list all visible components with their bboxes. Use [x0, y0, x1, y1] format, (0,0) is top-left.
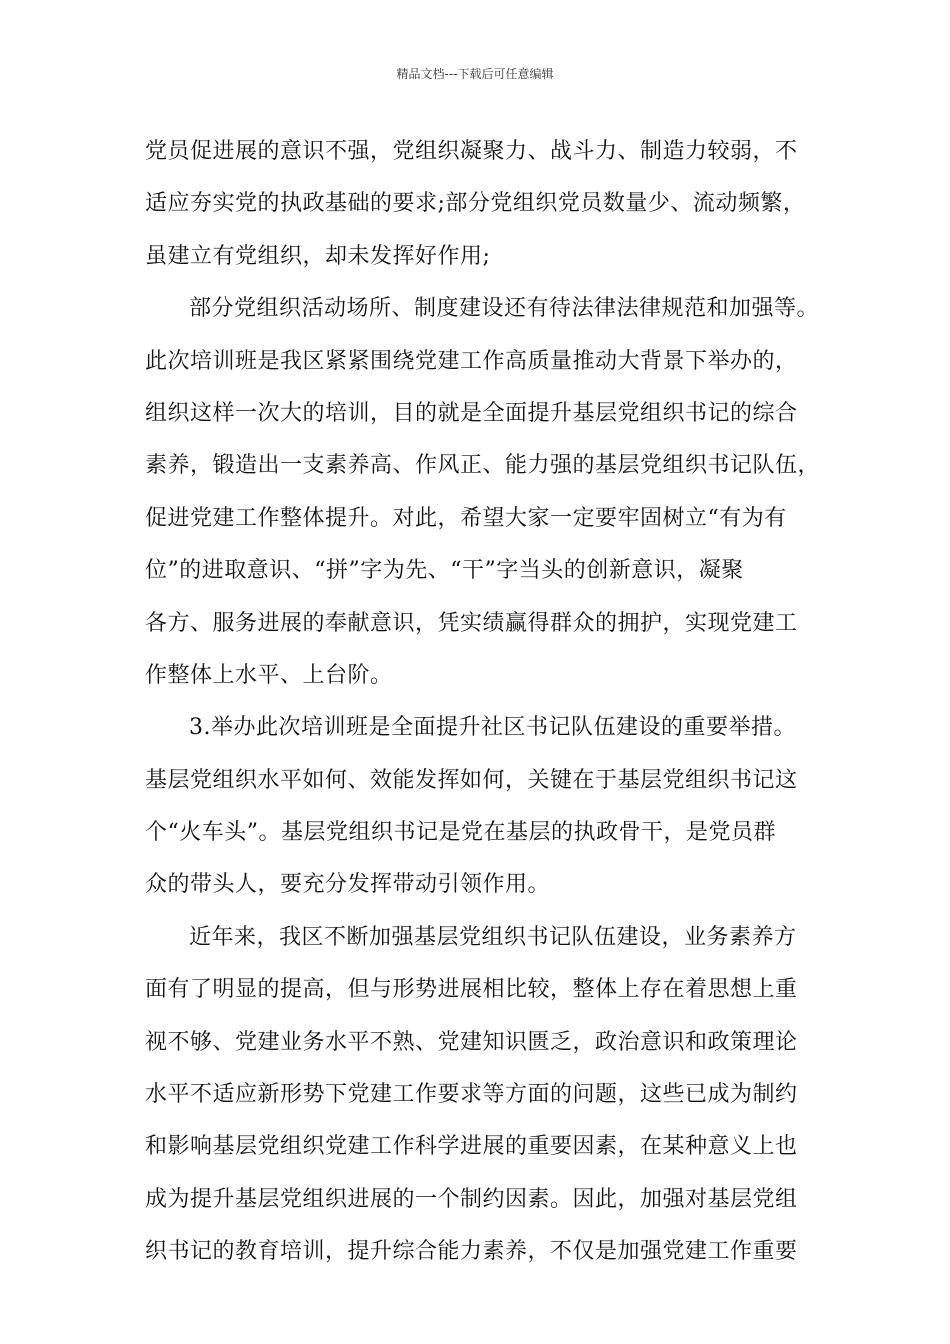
- text-line: 和影响基层党组织党建工作科学进展的重要因素，在某种意义上也: [145, 1134, 798, 1160]
- text-line: 素养，锻造出一支素养高、作风正、能力强的基层党组织书记队伍，: [145, 453, 821, 479]
- page-header: 精品文档---下载后可任意编辑: [396, 67, 554, 81]
- text-line: 个“火车头”。基层党组织书记是党在基层的执政骨干，是党员群: [145, 820, 776, 846]
- text-line: 面有了明显的提高，但与形势进展相比较，整体上存在着思想上重: [145, 977, 798, 1003]
- text-line: 众的带头人，要充分发挥带动引领作用。: [145, 872, 551, 898]
- document-body: [145, 126, 821, 1279]
- text-line: 3.举办此次培训班是全面提升社区书记队伍建设的重要举措。: [189, 715, 796, 741]
- text-line: 党员促进展的意识不强，党组织凝聚力、战斗力、制造力较弱，不: [145, 139, 798, 164]
- text-line: 成为提升基层党组织进展的一个制约因素。因此，加强对基层党组: [145, 1186, 798, 1212]
- text-line: 位”的进取意识、“拼”字为先、“干”字当头的创新意识，凝聚: [145, 558, 744, 584]
- text-line: 虽建立有党组织，却未发挥好作用;: [145, 243, 491, 269]
- text-line: 促进党建工作整体提升。对此，希望大家一定要牢固树立“有为有: [145, 505, 787, 531]
- text-line: 各方、服务进展的奉献意识，凭实绩赢得群众的拥护，实现党建工: [145, 610, 798, 636]
- text-line: 水平不适应新形势下党建工作要求等方面的问题，这些已成为制约: [145, 1082, 798, 1108]
- text-line: 织书记的教育培训，提升综合能力素养，不仅是加强党建工作重要: [145, 1239, 798, 1265]
- text-line: 部分党组织活动场所、制度建设还有待法律法律规范和加强等。: [189, 296, 820, 322]
- text-line: 此次培训班是我区紧紧围绕党建工作高质量推动大背景下举办的，: [145, 348, 798, 374]
- text-line: 适应夯实党的执政基础的要求;部分党组织党员数量少、流动频繁，: [145, 191, 806, 217]
- text-line: 近年来，我区不断加强基层党组织书记队伍建设，业务素养方: [189, 924, 797, 950]
- text-line: 作整体上水平、上台阶。: [145, 662, 393, 688]
- text-line: 基层党组织水平如何、效能发挥如何，关键在于基层党组织书记这: [145, 767, 798, 793]
- text-line: 组织这样一次大的培训，目的就是全面提升基层党组织书记的综合: [145, 400, 798, 426]
- text-line: 视不够、党建业务水平不熟、党建知识匮乏，政治意识和政策理论: [145, 1029, 798, 1055]
